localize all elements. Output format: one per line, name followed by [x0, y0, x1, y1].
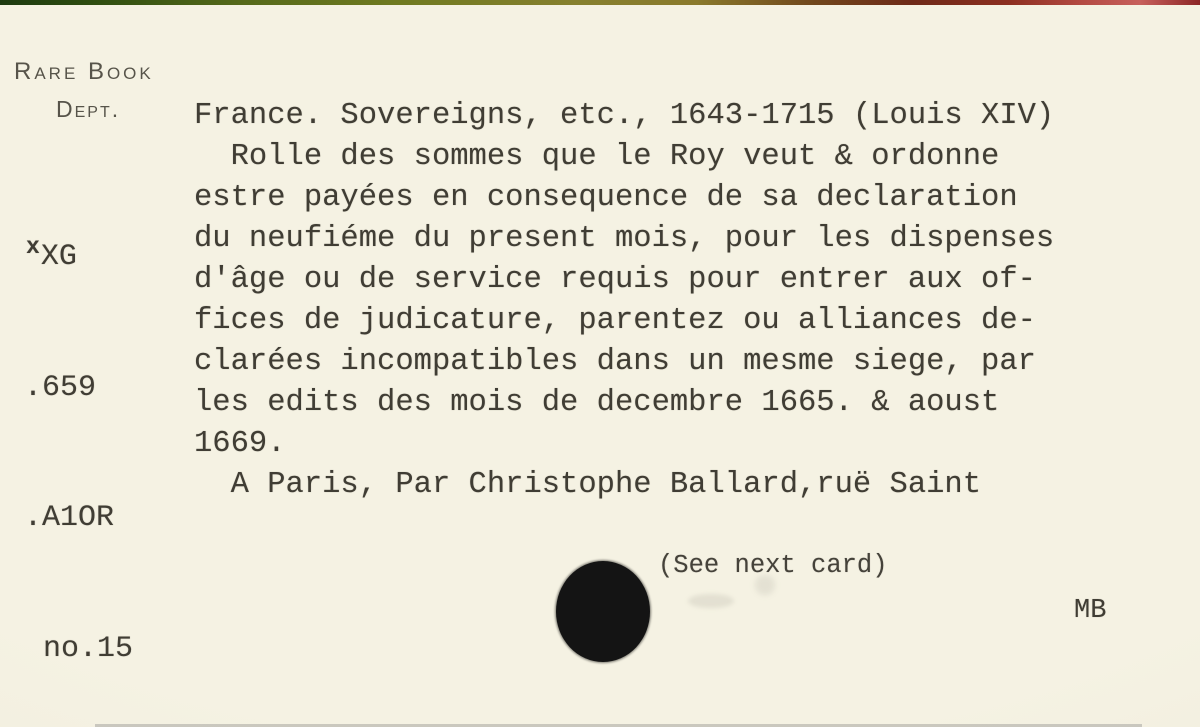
card-text-line: Rolle des sommes que le Roy veut & ordonne — [194, 140, 1000, 174]
card-text-line: fices de judicature, parentez ou alliances de- — [194, 304, 1036, 338]
call-number-cutter1: .659 — [24, 370, 97, 405]
call-number-class — [24, 226, 133, 280]
card-text-block — [194, 96, 1054, 506]
call-number-x-mark: x — [26, 234, 40, 260]
call-number-item: no.15 — [43, 631, 134, 666]
call-number-letters: XG — [40, 240, 77, 274]
ink-smudge — [688, 594, 734, 608]
scan-edge-top — [0, 0, 1200, 5]
cataloger-initials: MB — [1074, 596, 1107, 626]
see-next-card-note: (See next card) — [658, 551, 888, 580]
card-text-line: d'âge ou de service requis pour entrer aux of- — [194, 263, 1036, 297]
card-text-line: clarées incompatibles dans un mesme siege, par — [194, 345, 1036, 379]
punch-hole — [556, 561, 650, 662]
dept-stamp — [14, 60, 154, 121]
card-text-line: 1669. — [194, 427, 286, 461]
call-number-cutter2: .A1OR — [24, 501, 115, 535]
ink-smudge — [755, 575, 775, 595]
card-text-line: du neufiéme du present mois, pour les dispenses — [194, 222, 1055, 256]
card-text-line: les edits des mois de decembre 1665. & aoust — [194, 386, 1000, 420]
card-text-line: A Paris, Par Christophe Ballard,ruë Saint — [194, 468, 982, 502]
dept-stamp-line2: Dept. — [56, 96, 121, 122]
dept-stamp-line1: Rare Book — [14, 58, 154, 85]
card-text-line: estre payées en consequence de sa declaration — [194, 181, 1018, 215]
card-text-line: France. Sovereigns, etc., 1643-1715 (Louis XIV) — [194, 99, 1055, 133]
call-number — [24, 139, 133, 715]
